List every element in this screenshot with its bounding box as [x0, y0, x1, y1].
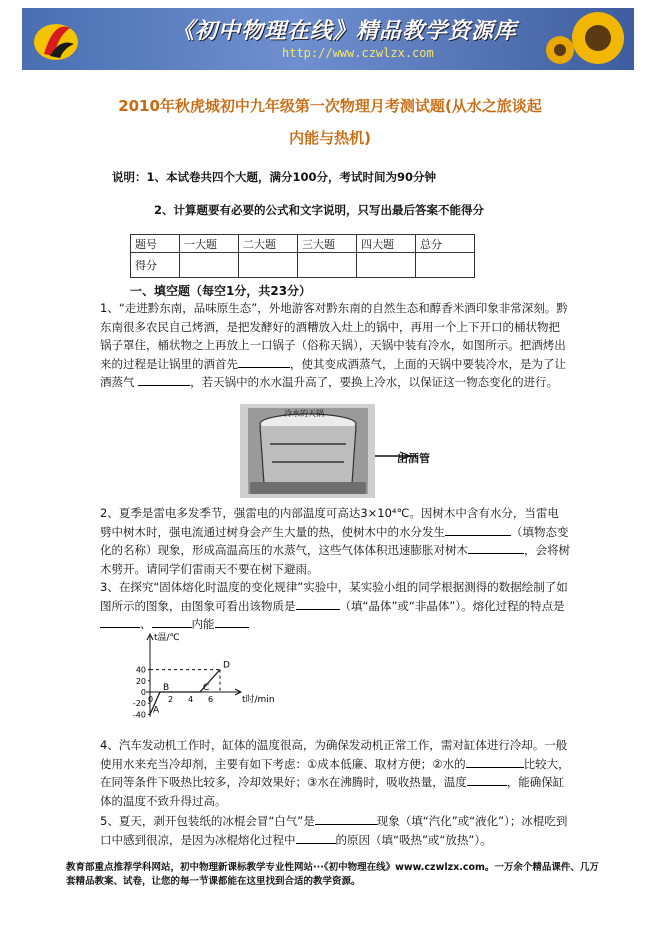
y-tick-label: 40 [135, 665, 146, 675]
figure-caption: 冷水的天锅 [284, 409, 324, 418]
site-logo-icon [30, 14, 82, 64]
table-header-cell: 二大题 [239, 235, 298, 253]
y-tick-label: -20 [132, 699, 146, 709]
table-header-cell: 一大题 [180, 235, 239, 253]
table-header-cell: 总分 [416, 235, 475, 253]
answer-blank[interactable] [466, 755, 524, 768]
score-table-score-row [131, 253, 475, 278]
point-label: B [163, 683, 170, 693]
answer-blank[interactable] [468, 541, 524, 554]
answer-blank[interactable] [296, 831, 336, 844]
table-header-cell: 四大题 [357, 235, 416, 253]
score-cell[interactable] [298, 253, 357, 278]
question-text: 3、在探究“固体熔化时温度的变化规律”实验中，某实验小组的同学根据测得的数据绘制了如图所示的图象，由图象可看出该物质是 [100, 580, 568, 613]
question-text: ，若天锅中的水水温升高了，要换上冷水，以保证这一物态变化的进行。 [190, 375, 559, 390]
x-axis-label: t时/min [242, 695, 275, 705]
question-3 [100, 578, 570, 634]
question-text: 比较大，在同等条件下吸热比较多，冷却效果好；③水在沸腾时，吸收热量，温度 [100, 756, 570, 790]
x-tick-label: 0 [148, 695, 154, 704]
distillation-figure [240, 404, 456, 498]
banner-title: 《初中物理在线》精品教学资源库 [172, 18, 518, 44]
question-text: （填“晶体”或“非晶体”）。熔化过程的特点是 [339, 598, 565, 613]
question-text: 内能 [191, 617, 215, 632]
question-text: （填物态变化的名称）现象，形成高温高压的水蒸气，这些气体体积迅速膨胀对树木 [100, 524, 569, 558]
question-text: 1、“走进黔东南，品味原生态”，外地游客对黔东南的自然生态和醇香米酒印象非常深刻。黔东南很多农民自己烤酒，是把发酵好的酒糟放入灶上的锅中，再用一个上下开口的桶状物把锅子罩住，桶状物之上再放上一口锅子（俗称天锅），天锅中装有冷水，如图所示。把酒烤出来的过程是让锅里的酒首先 [100, 301, 568, 371]
instruction-note-1: 说明：1、本试卷共四个大题，满分100分，考试时间为90分钟 [112, 170, 437, 184]
question-text: 5、夏天，剥开包装纸的冰棍会冒“白气”是 [100, 814, 315, 828]
question-text: ，会将树木劈开。请同学们雷雨天不要在树下避雨。 [100, 543, 570, 576]
question-1 [100, 299, 570, 392]
x-tick-label: 4 [188, 695, 194, 704]
question-4 [100, 736, 570, 810]
score-cell[interactable] [416, 253, 475, 278]
y-tick-label: -40 [132, 710, 146, 720]
answer-blank[interactable] [100, 615, 140, 628]
answer-blank[interactable] [315, 812, 377, 825]
y-tick-label: 0 [140, 688, 146, 697]
score-cell[interactable] [180, 253, 239, 278]
page-title-continued: 内能与热机) [289, 129, 371, 147]
header-banner [22, 8, 634, 70]
instruction-note-2: 2、计算题要有必要的公式和文字说明，只写出最后答案不能得分 [154, 203, 484, 217]
x-tick-label: 6 [208, 695, 214, 704]
question-text: 现象（填“汽化”或“液化”）；冰棍吃到口中感到很凉，是因为冰棍熔化过程中 [100, 814, 568, 847]
score-table [130, 234, 475, 278]
page-title: 2010年秋虎城初中九年级第一次物理月考测试题(从水之旅谈起 [118, 97, 542, 115]
answer-blank[interactable] [296, 597, 340, 610]
answer-blank[interactable] [215, 615, 249, 628]
question-2 [100, 504, 570, 578]
y-tick-label: 20 [135, 676, 146, 686]
score-cell[interactable] [239, 253, 298, 278]
point-label: D [223, 660, 230, 671]
question-text: 、 [140, 617, 152, 632]
question-text: ，使其变成酒蒸气，上面的天锅中要装冷水，是为了让酒蒸气 [100, 356, 566, 390]
page-footer: 教育部重点推荐学科网站，初中物理新课标教学专业性网站···《初中物理在线》www.czwlzx.com。一万余个精品课件、几万套精品教案、试卷，让您的每一节课都能在这里找到合适的教学资源。 [66, 862, 599, 887]
table-header-cell: 三大题 [298, 235, 357, 253]
score-cell[interactable] [357, 253, 416, 278]
figure-label: 出酒管 [397, 452, 430, 465]
table-row-label: 得分 [131, 253, 180, 278]
sunflower-icon [538, 10, 628, 68]
point-label: A [153, 705, 160, 716]
banner-url: http://www.czwlzx.com [282, 46, 434, 60]
answer-blank[interactable] [152, 615, 192, 628]
score-table-header-row [131, 235, 475, 253]
x-tick-label: 2 [168, 695, 174, 704]
question-text: ，能确保缸体的温度不致升得过高。 [100, 775, 565, 808]
question-text: 2、夏季是雷电多发季节，强雷电的内部温度可高达3×10⁴℃。因树木中含有水分，当雷电劈中树木时，强电流通过树身会产生大量的热，使树木中的水分发生 [100, 506, 559, 539]
y-axis-label: t温/℃ [154, 633, 180, 643]
question-text: 的原因（填“吸热”或“放热”）。 [335, 832, 492, 847]
question-text: 4、汽车发动机工作时，缸体的温度很高，为确保发动机正常工作，需对缸体进行冷却。一般使用水来充当冷却剂，主要有如下考虑：①成本低廉、取材方便；②水的 [100, 738, 568, 771]
section-heading: 一、填空题（每空1分，共23分） [130, 284, 312, 298]
answer-blank[interactable] [467, 773, 507, 786]
question-5 [100, 812, 570, 849]
answer-blank[interactable] [445, 523, 511, 536]
answer-blank[interactable] [138, 373, 190, 386]
point-label: C [203, 683, 210, 693]
answer-blank[interactable] [238, 355, 290, 368]
table-header-cell: 题号 [131, 235, 180, 253]
melting-graph [128, 630, 298, 722]
